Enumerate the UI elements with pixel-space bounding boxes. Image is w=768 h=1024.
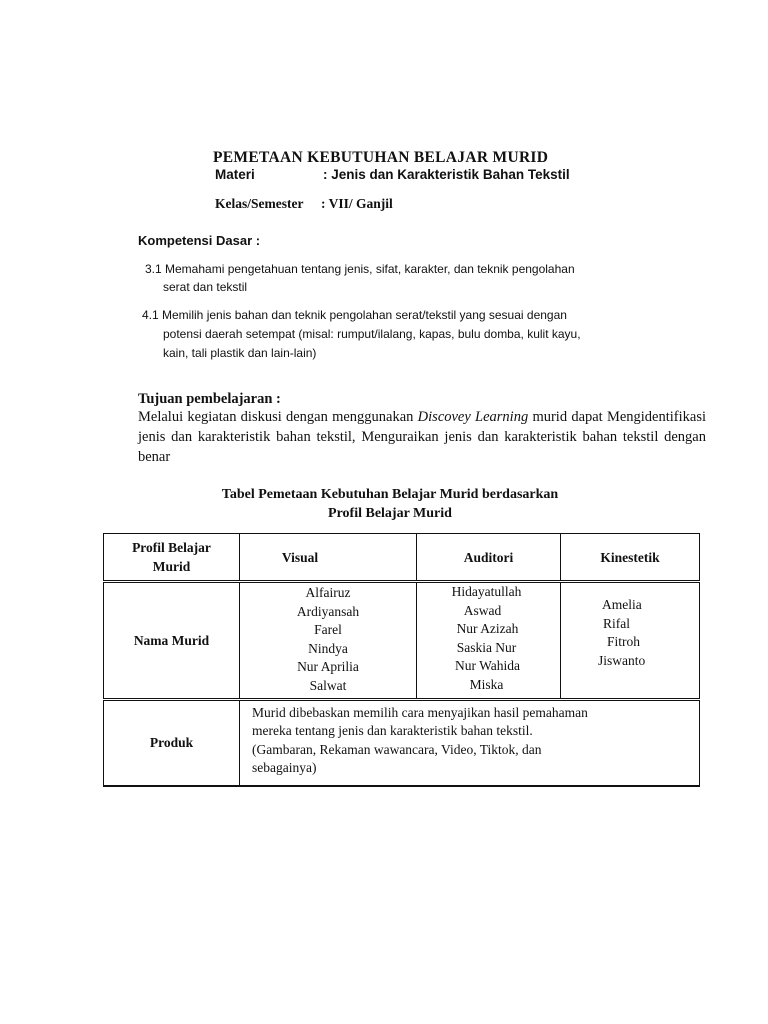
kd-3-1-line-1: 3.1 Memahami pengetahuan tentang jenis, sifat, karakter, dan teknik pengolahan	[145, 262, 575, 276]
auditori-name: Aswad	[463, 602, 502, 618]
table-caption-line-1: Tabel Pemetaan Kebutuhan Belajar Murid berdasarkan	[221, 487, 559, 502]
table-row-produk	[104, 700, 700, 786]
auditori-name: Hidayatullah	[451, 584, 522, 599]
header-profil-line-2: Murid	[152, 559, 191, 574]
header-kinestetik	[561, 534, 700, 582]
kinestetik-name: Rifal	[603, 615, 630, 631]
header-visual	[240, 534, 417, 582]
visual-name: Nur Aprilia	[297, 659, 359, 675]
visual-name: Nindya	[308, 640, 348, 656]
produk-line: mereka tentang jenis dan karakteristik bahan tekstil.	[252, 722, 533, 738]
visual-name: Ardiyansah	[296, 603, 360, 619]
header-auditori	[417, 534, 561, 582]
kd-4-1-line-1: 4.1 Memilih jenis bahan dan teknik pengolahan serat/tekstil yang sesuai dengan	[142, 308, 567, 322]
produk-line: (Gambaran, Rekaman wawancara, Video, Tiktok, dan	[252, 742, 542, 757]
header-kinestetik-label: Kinestetik	[600, 549, 660, 565]
auditori-name: Saskia Nur	[456, 639, 517, 655]
header-profil-line-1: Profil Belajar	[132, 540, 211, 555]
visual-name: Salwat	[309, 677, 347, 693]
tujuan-body-pre: Melalui kegiatan diskusi dengan menggunakan	[138, 409, 418, 425]
kinestetik-names	[561, 582, 700, 700]
table-caption-line-2: Profil Belajar Murid	[328, 506, 452, 521]
profile-table	[103, 533, 700, 787]
produk-description	[240, 700, 700, 786]
table-row-nama-murid	[104, 582, 700, 700]
tujuan-body-italic: Discovey Learning	[417, 409, 529, 425]
header-auditori-label: Auditori	[463, 549, 514, 565]
tujuan-body	[138, 407, 706, 467]
materi-value: : Jenis dan Karakteristik Bahan Tekstil	[323, 167, 570, 182]
visual-name: Farel	[314, 622, 342, 638]
tujuan-heading: Tujuan pembelajaran :	[138, 391, 281, 407]
kinestetik-name: Amelia	[602, 597, 642, 612]
row-label-nama-murid-text: Nama Murid	[133, 633, 210, 648]
row-label-produk-text: Produk	[149, 735, 194, 751]
kompetensi-heading: Kompetensi Dasar :	[138, 233, 261, 248]
visual-name: Alfairuz	[305, 585, 351, 600]
kinestetik-name: Jiswanto	[598, 652, 646, 668]
kd-4-1-line-3: kain, tali plastik dan lain-lain)	[163, 346, 317, 360]
materi-label: Materi	[215, 167, 255, 182]
table-header-row	[104, 534, 700, 582]
kd-3-1-line-2: serat dan tekstil	[163, 280, 248, 294]
kinestetik-name: Fitroh	[607, 634, 641, 650]
produk-line: Murid dibebaskan memilih cara menyajikan hasil pemahaman	[252, 705, 588, 720]
row-label-nama-murid	[104, 582, 240, 700]
header-visual-label: Visual	[281, 549, 319, 565]
produk-line: sebagainya)	[252, 759, 317, 775]
header-profil	[104, 534, 240, 582]
kelas-value: : VII/ Ganjil	[321, 196, 393, 211]
auditori-names	[417, 582, 561, 700]
auditori-name: Nur Wahida	[454, 658, 521, 674]
kd-4-1-line-2: potensi daerah setempat (misal: rumput/ilalang, kapas, bulu domba, kulit kayu,	[163, 327, 581, 341]
document-title: PEMETAAN KEBUTUHAN BELAJAR MURID	[213, 149, 549, 166]
row-label-produk	[104, 700, 240, 786]
visual-names	[240, 582, 417, 700]
tujuan-body-post: murid dapat Mengidentifikasi jenis dan karakteristik bahan tekstil, Menguraikan jenis dan karakteristik bahan tekstil dengan benar	[138, 409, 707, 465]
kelas-label: Kelas/Semester	[215, 196, 304, 211]
auditori-name: Nur Azizah	[456, 621, 519, 637]
auditori-name: Miska	[469, 676, 504, 692]
